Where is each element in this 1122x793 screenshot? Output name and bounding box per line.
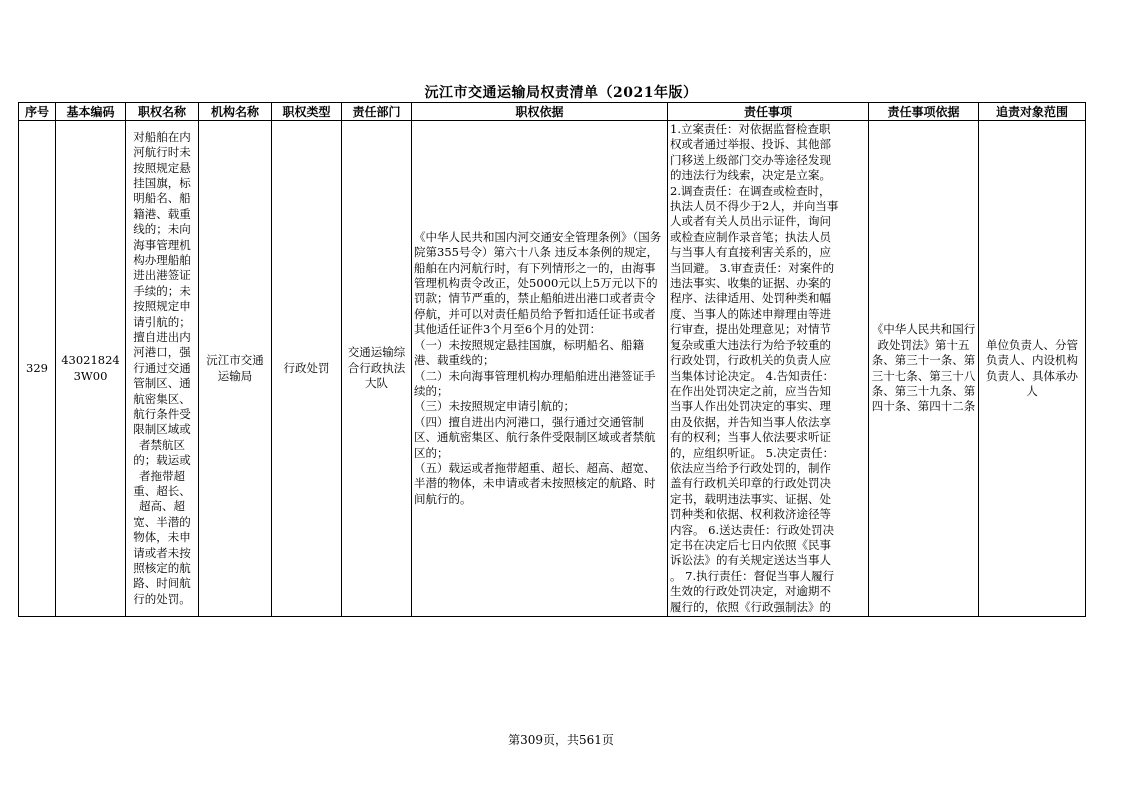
- cell-responsibility: [668, 121, 869, 617]
- responsibility-line: 度、当事人的陈述申辩理由等进: [670, 306, 831, 321]
- header-department: 责任部门: [342, 103, 412, 121]
- responsibility-line: 或检查应制作录音笔；执法人员: [670, 229, 831, 244]
- responsibility-line: 1.立案责任：对依据监督检查职: [670, 122, 831, 136]
- responsibility-line: 违法事实、收集的证据、办案的: [670, 276, 831, 291]
- header-agency: 机构名称: [199, 103, 272, 121]
- responsibility-line: 的违法行为线索，决定是立案。: [670, 168, 831, 183]
- basis-paragraph: 《中华人民共和国内河交通安全管理条例》（国务院第355号令）第六十八条 违反本条例的规定，船舶在内河航行时，有下列情形之一的，由海事管理机构责令改正，处5000元以上5万元以下的罚款；情节严重的，禁止船舶进出港口或者责令停航，并可以对责任船员给予暂扣适任证书或者其他适任证件3个月至6个月的处罚：: [414, 229, 662, 337]
- basis-item: （一）未按照规定悬挂国旗，标明船名、船籍港、载重线的；: [414, 337, 644, 368]
- cell-responsibility-basis: 《中华人民共和国行政处罚法》第十五条、第三十一条、第三十七条、第三十八条、第三十九条、第四十条、第四十二条: [869, 121, 979, 617]
- cell-agency: 沅江市交通运输局: [199, 121, 272, 617]
- responsibility-line: 依法应当给予行政处罚的，制作: [670, 460, 831, 475]
- header-responsibility-basis: 责任事项依据: [869, 103, 979, 121]
- header-basis: 职权依据: [412, 103, 668, 121]
- basis-item: （四）擅自进出内河港口，强行通过交通管制区、通航密集区、航行条件受限制区域或者禁航区的；: [414, 414, 656, 460]
- power-list-table: [18, 102, 1086, 617]
- responsibility-line: 。 7.执行责任：督促当事人履行: [670, 568, 835, 583]
- cell-accountability: 单位负责人、分管负责人、内设机构负责人、具体承办人: [979, 121, 1086, 617]
- cell-power-type: 行政处罚: [272, 121, 342, 617]
- cell-basis: [412, 121, 668, 617]
- responsibility-line: 当回避。 3.审查责任：对案件的: [670, 260, 835, 275]
- basis-item: （二）未向海事管理机构办理船舶进出港签证手续的；: [414, 368, 656, 398]
- responsibility-line: 2.调查责任：在调查或检查时，: [670, 183, 831, 198]
- responsibility-line: 当集体讨论决定。 4.告知责任：: [670, 368, 835, 383]
- responsibility-line: 罚种类和依据、权利救济途径等: [670, 507, 831, 522]
- table-row: [19, 121, 1086, 617]
- responsibility-line: 程序、法律适用、处罚种类和幅: [670, 291, 831, 306]
- header-responsibility: 责任事项: [668, 103, 869, 121]
- basis-item: （五）载运或者拖带超重、超长、超高、超宽、半潜的物体，未申请或者未按照核定的航路、时间航行的。: [414, 460, 656, 506]
- responsibility-line: 行审查，提出处理意见；对情节: [670, 322, 831, 337]
- responsibility-line: 在作出处罚决定之前，应当告知: [670, 383, 831, 398]
- responsibility-line: 诉讼法》的有关规定送达当事人: [670, 553, 831, 568]
- header-accountability: 追责对象范围: [979, 103, 1086, 121]
- page-title: 沅江市交通运输局权责清单（2021年版）: [424, 85, 698, 101]
- table-header-row: [19, 103, 1086, 121]
- cell-power-name: 对船舶在内河航行时未按照规定悬挂国旗，标明船名、船籍港、载重线的；未向海事管理机构办理船舶进出港签证手续的；未按照规定申请引航的；擅自进出内河港口，强行通过交通管制区、通航密集区、航行条件受限制区域或者禁航区的；载运或者拖带超重、超长、超高、超宽、半潜的物体，未申请或者未按照核定的航路、时间航行的处罚。: [126, 121, 199, 617]
- responsibility-line: 有的权利；当事人依法要求听证: [670, 430, 831, 445]
- responsibility-line: 定书在决定后七日内依照《民事: [670, 537, 831, 552]
- header-power-name: 职权名称: [126, 103, 199, 121]
- responsibility-line: 门移送上级部门交办等途径发现: [670, 152, 831, 167]
- basis-item: （三）未按照规定申请引航的；: [414, 399, 575, 414]
- cell-seq: 329: [19, 121, 56, 617]
- cell-department: 交通运输综合行政执法大队: [342, 121, 412, 617]
- page-number: 第309页，共561页: [508, 733, 614, 747]
- responsibility-line: 内容。 6.送达责任：行政处罚决: [670, 522, 835, 537]
- responsibility-line: 生效的行政处罚决定，对逾期不: [670, 584, 831, 599]
- header-power-type: 职权类型: [272, 103, 342, 121]
- responsibility-line: 人或者有关人员出示证件，询问: [670, 214, 831, 229]
- responsibility-line: 行政处罚，行政机关的负责人应: [670, 353, 831, 368]
- responsibility-line: 盖有行政机关印章的行政处罚决: [670, 476, 831, 491]
- responsibility-line: 复杂或重大违法行为给予较重的: [670, 337, 831, 352]
- responsibility-line: 权或者通过举报、投诉、其他部: [670, 137, 831, 152]
- responsibility-line: 与当事人有直接利害关系的，应: [670, 245, 831, 260]
- responsibility-line: 由及依据，并告知当事人依法享: [670, 414, 831, 429]
- responsibility-line: 执法人员不得少于2人，并向当事: [670, 199, 839, 214]
- header-seq: 序号: [19, 103, 56, 121]
- responsibility-line: 的，应组织听证。 5.决定责任：: [670, 445, 835, 460]
- responsibility-line: 定书，载明违法事实、证据、处: [670, 491, 831, 506]
- header-code: 基本编码: [56, 103, 126, 121]
- responsibility-line: 当事人作出处罚决定的事实、理: [670, 399, 831, 414]
- cell-code: 430218243W00: [56, 121, 126, 617]
- responsibility-line: 履行的，依照《行政强制法》的: [670, 599, 831, 614]
